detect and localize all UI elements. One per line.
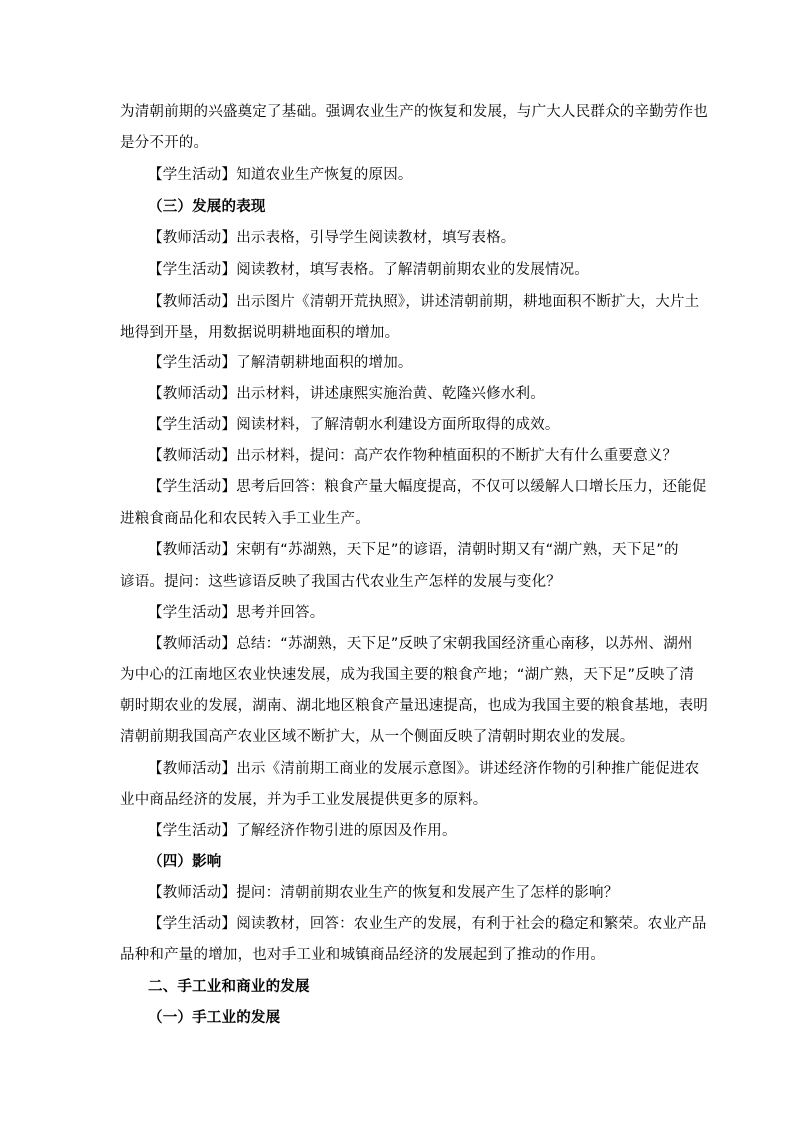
teacher-activity-line: 【教师活动】出示材料，讲述康熙实施治黄、乾隆兴修水利。 bbox=[148, 386, 545, 402]
student-activity-line: 【学生活动】知道农业生产恢复的原因。 bbox=[148, 167, 413, 183]
paragraph-line: 朝时期农业的发展，湖南、湖北地区粮食产量迅速提高，也成为我国主要的粮食基地，表明 bbox=[120, 698, 708, 714]
student-activity-line: 【学生活动】阅读教材，回答：农业生产的发展，有利于社会的稳定和繁荣。农业产品 bbox=[148, 916, 707, 932]
teacher-activity-line: 【教师活动】出示《清前期工商业的发展示意图》。讲述经济作物的引种推广能促进农 bbox=[148, 761, 700, 777]
student-activity-line: 【学生活动】思考后回答：粮食产量大幅度提高，不仅可以缓解人口增长压力，还能促 bbox=[148, 479, 707, 495]
paragraph-line: 是分不开的。 bbox=[120, 135, 209, 151]
paragraph-line: 为中心的江南地区农业快速发展，成为我国主要的粮食产地；“湖广熟，天下足”反映了清 bbox=[120, 667, 695, 683]
paragraph-line: 谚语。提问：这些谚语反映了我国古代农业生产怎样的发展与变化？ bbox=[120, 574, 561, 590]
section-heading: （三）发展的表现 bbox=[148, 199, 266, 215]
paragraph-line: 品种和产量的增加，也对手工业和城镇商品经济的发展起到了推动的作用。 bbox=[120, 947, 606, 963]
teacher-activity-line: 【教师活动】总结：“苏湖熟，天下足”反映了宋朝我国经济重心南移，以苏州、湖州 bbox=[148, 636, 693, 652]
teacher-activity-line: 【教师活动】宋朝有“苏湖熟，天下足”的谚语，清朝时期又有“湖广熟，天下足”的 bbox=[148, 542, 679, 558]
paragraph-line: 地得到开垦，用数据说明耕地面积的增加。 bbox=[120, 325, 400, 341]
paragraph-line: 清朝前期我国高产农业区域不断扩大，从一个侧面反映了清朝时期农业的发展。 bbox=[120, 729, 635, 745]
student-activity-line: 【学生活动】了解清朝耕地面积的增加。 bbox=[148, 355, 413, 371]
teacher-activity-line: 【教师活动】出示图片《清朝开荒执照》，讲述清朝前期，耕地面积不断扩大，大片土 bbox=[148, 294, 700, 310]
teacher-activity-line: 【教师活动】提问：清朝前期农业生产的恢复和发展产生了怎样的影响？ bbox=[148, 885, 619, 901]
section-heading: （四）影响 bbox=[148, 854, 222, 870]
student-activity-line: 【学生活动】阅读材料，了解清朝水利建设方面所取得的成效。 bbox=[148, 417, 560, 433]
section-heading: （一）手工业的发展 bbox=[148, 1010, 281, 1026]
teacher-activity-line: 【教师活动】出示材料，提问：高产农作物种植面积的不断扩大有什么重要意义？ bbox=[148, 448, 678, 464]
paragraph-line: 业中商品经济的发展，并为手工业发展提供更多的原料。 bbox=[120, 792, 488, 808]
student-activity-line: 【学生活动】思考并回答。 bbox=[148, 605, 325, 621]
teacher-activity-line: 【教师活动】出示表格，引导学生阅读教材，填写表格。 bbox=[148, 230, 516, 246]
paragraph-line: 进粮食商品化和农民转入手工业生产。 bbox=[120, 511, 370, 527]
student-activity-line: 【学生活动】阅读教材，填写表格。了解清朝前期农业的发展情况。 bbox=[148, 262, 589, 278]
chapter-heading: 二、手工业和商业的发展 bbox=[148, 979, 310, 995]
paragraph-line: 为清朝前期的兴盛奠定了基础。强调农业生产的恢复和发展，与广大人民群众的辛勤劳作也 bbox=[120, 104, 708, 120]
student-activity-line: 【学生活动】了解经济作物引进的原因及作用。 bbox=[148, 823, 457, 839]
